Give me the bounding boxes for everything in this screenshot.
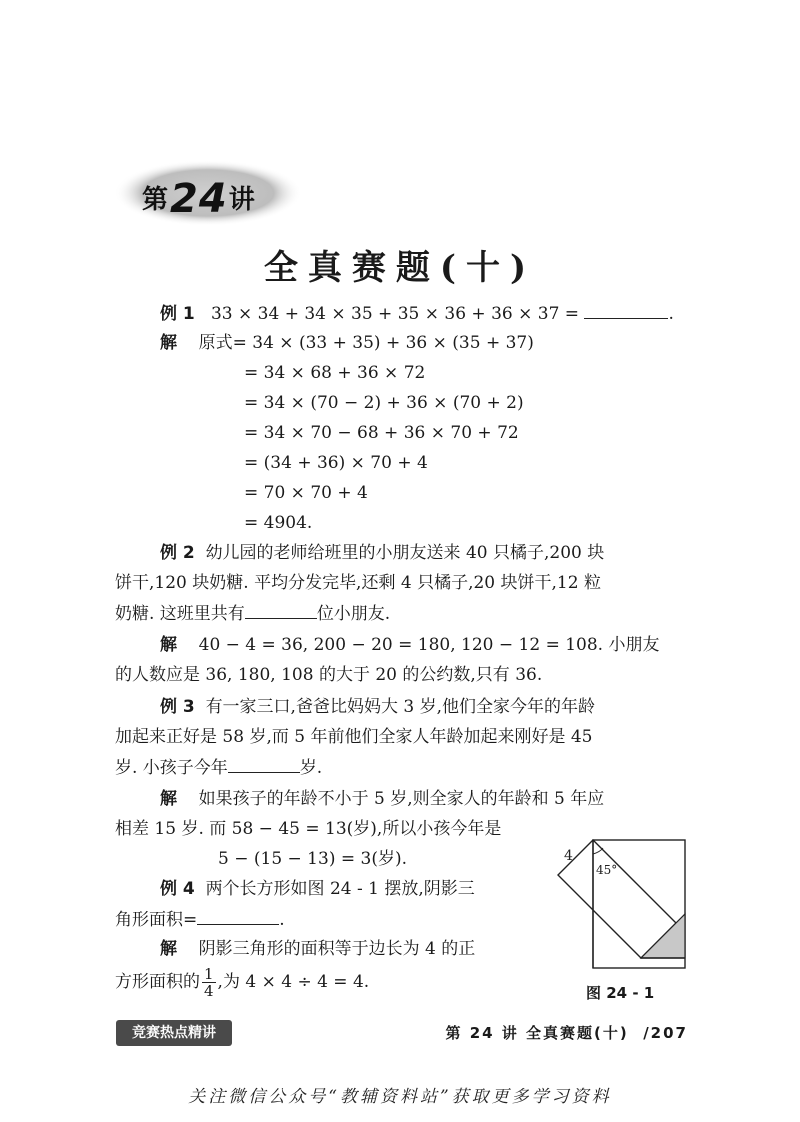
example-3-question: 例 3 有一家三口,爸爸比妈妈大 3 岁,他们全家今年的年龄 <box>160 697 595 717</box>
example-1-solution: 解 原式= 34 × (33 + 35) + 36 × (35 + 37) <box>160 333 534 353</box>
figure-caption: 图 24 - 1 <box>586 984 655 1002</box>
lecture-number: 第24讲 <box>142 176 256 222</box>
running-head: 第 24 讲 全真赛题(十) /207 <box>445 1024 688 1042</box>
figure-24-1 <box>548 836 698 980</box>
solution-step: = 70 × 70 + 4 <box>244 483 368 503</box>
angle-label: 45° <box>596 863 618 877</box>
example-4-solution: 解 阴影三角形的面积等于边长为 4 的正 <box>160 939 476 959</box>
watermark-text: 关注微信公众号“教辅资料站”获取更多学习资料 <box>188 1087 612 1107</box>
example-3-solution-line: 相差 15 岁. 而 58 − 45 = 13(岁),所以小孩今年是 <box>115 819 502 839</box>
example-2-question-line: 奶糖. 这班里共有 位小朋友. <box>115 598 390 629</box>
answer-blank <box>584 298 668 319</box>
example-3-solution: 解 如果孩子的年龄不小于 5 岁,则全家人的年龄和 5 年应 <box>160 789 605 809</box>
example-1-question: 例 1 33 × 34 + 34 × 35 + 35 × 36 + 36 × 37 = . <box>160 298 674 329</box>
example-3-solution-line: 5 − (15 − 13) = 3(岁). <box>218 849 407 869</box>
shaded-triangle <box>641 914 685 958</box>
example-2-solution-line: 的人数应是 36, 180, 108 的大于 20 的公约数,只有 36. <box>115 665 543 685</box>
example-2-question-line: 饼干,120 块奶糖. 平均分发完毕,还剩 4 只橘子,20 块饼干,12 粒 <box>115 573 601 593</box>
page-title: 全真赛题(十) <box>263 248 537 288</box>
example-3-question-line: 岁. 小孩子今年 岁. <box>115 752 322 783</box>
example-2-solution: 解 40 − 4 = 36, 200 − 20 = 180, 120 − 12 = 108. 小朋友 <box>160 635 660 655</box>
example-4-solution-line: 方形面积的 $\frac{1}{4}$ ,为 4 × 4 ÷ 4 = 4. <box>115 965 370 1000</box>
example-4-question: 例 4 两个长方形如图 24 - 1 摆放,阴影三 <box>160 879 475 899</box>
answer-blank <box>228 752 300 773</box>
example-2-question: 例 2 幼儿园的老师给班里的小朋友送来 40 只橘子,200 块 <box>160 543 605 563</box>
fraction: $\frac{1}{4}$ <box>204 965 214 1000</box>
solution-step: = 4904. <box>244 513 313 533</box>
lecture-badge <box>112 158 304 228</box>
answer-blank <box>245 598 317 619</box>
side-label: 4 <box>564 848 573 864</box>
solution-step: = 34 × 70 − 68 + 36 × 70 + 72 <box>244 423 519 443</box>
page-number: /207 <box>643 1024 688 1042</box>
solution-step: = 34 × (70 − 2) + 36 × (70 + 2) <box>244 393 524 413</box>
example-3-question-line: 加起来正好是 58 岁,而 5 年前他们全家人年龄加起来刚好是 45 <box>115 727 593 747</box>
answer-blank <box>197 904 279 925</box>
solution-step: = 34 × 68 + 36 × 72 <box>244 363 426 383</box>
solution-step: = (34 + 36) × 70 + 4 <box>244 453 428 473</box>
section-tag: 竞赛热点精讲 <box>116 1020 232 1046</box>
example-4-question-line: 角形面积= . <box>115 904 285 935</box>
